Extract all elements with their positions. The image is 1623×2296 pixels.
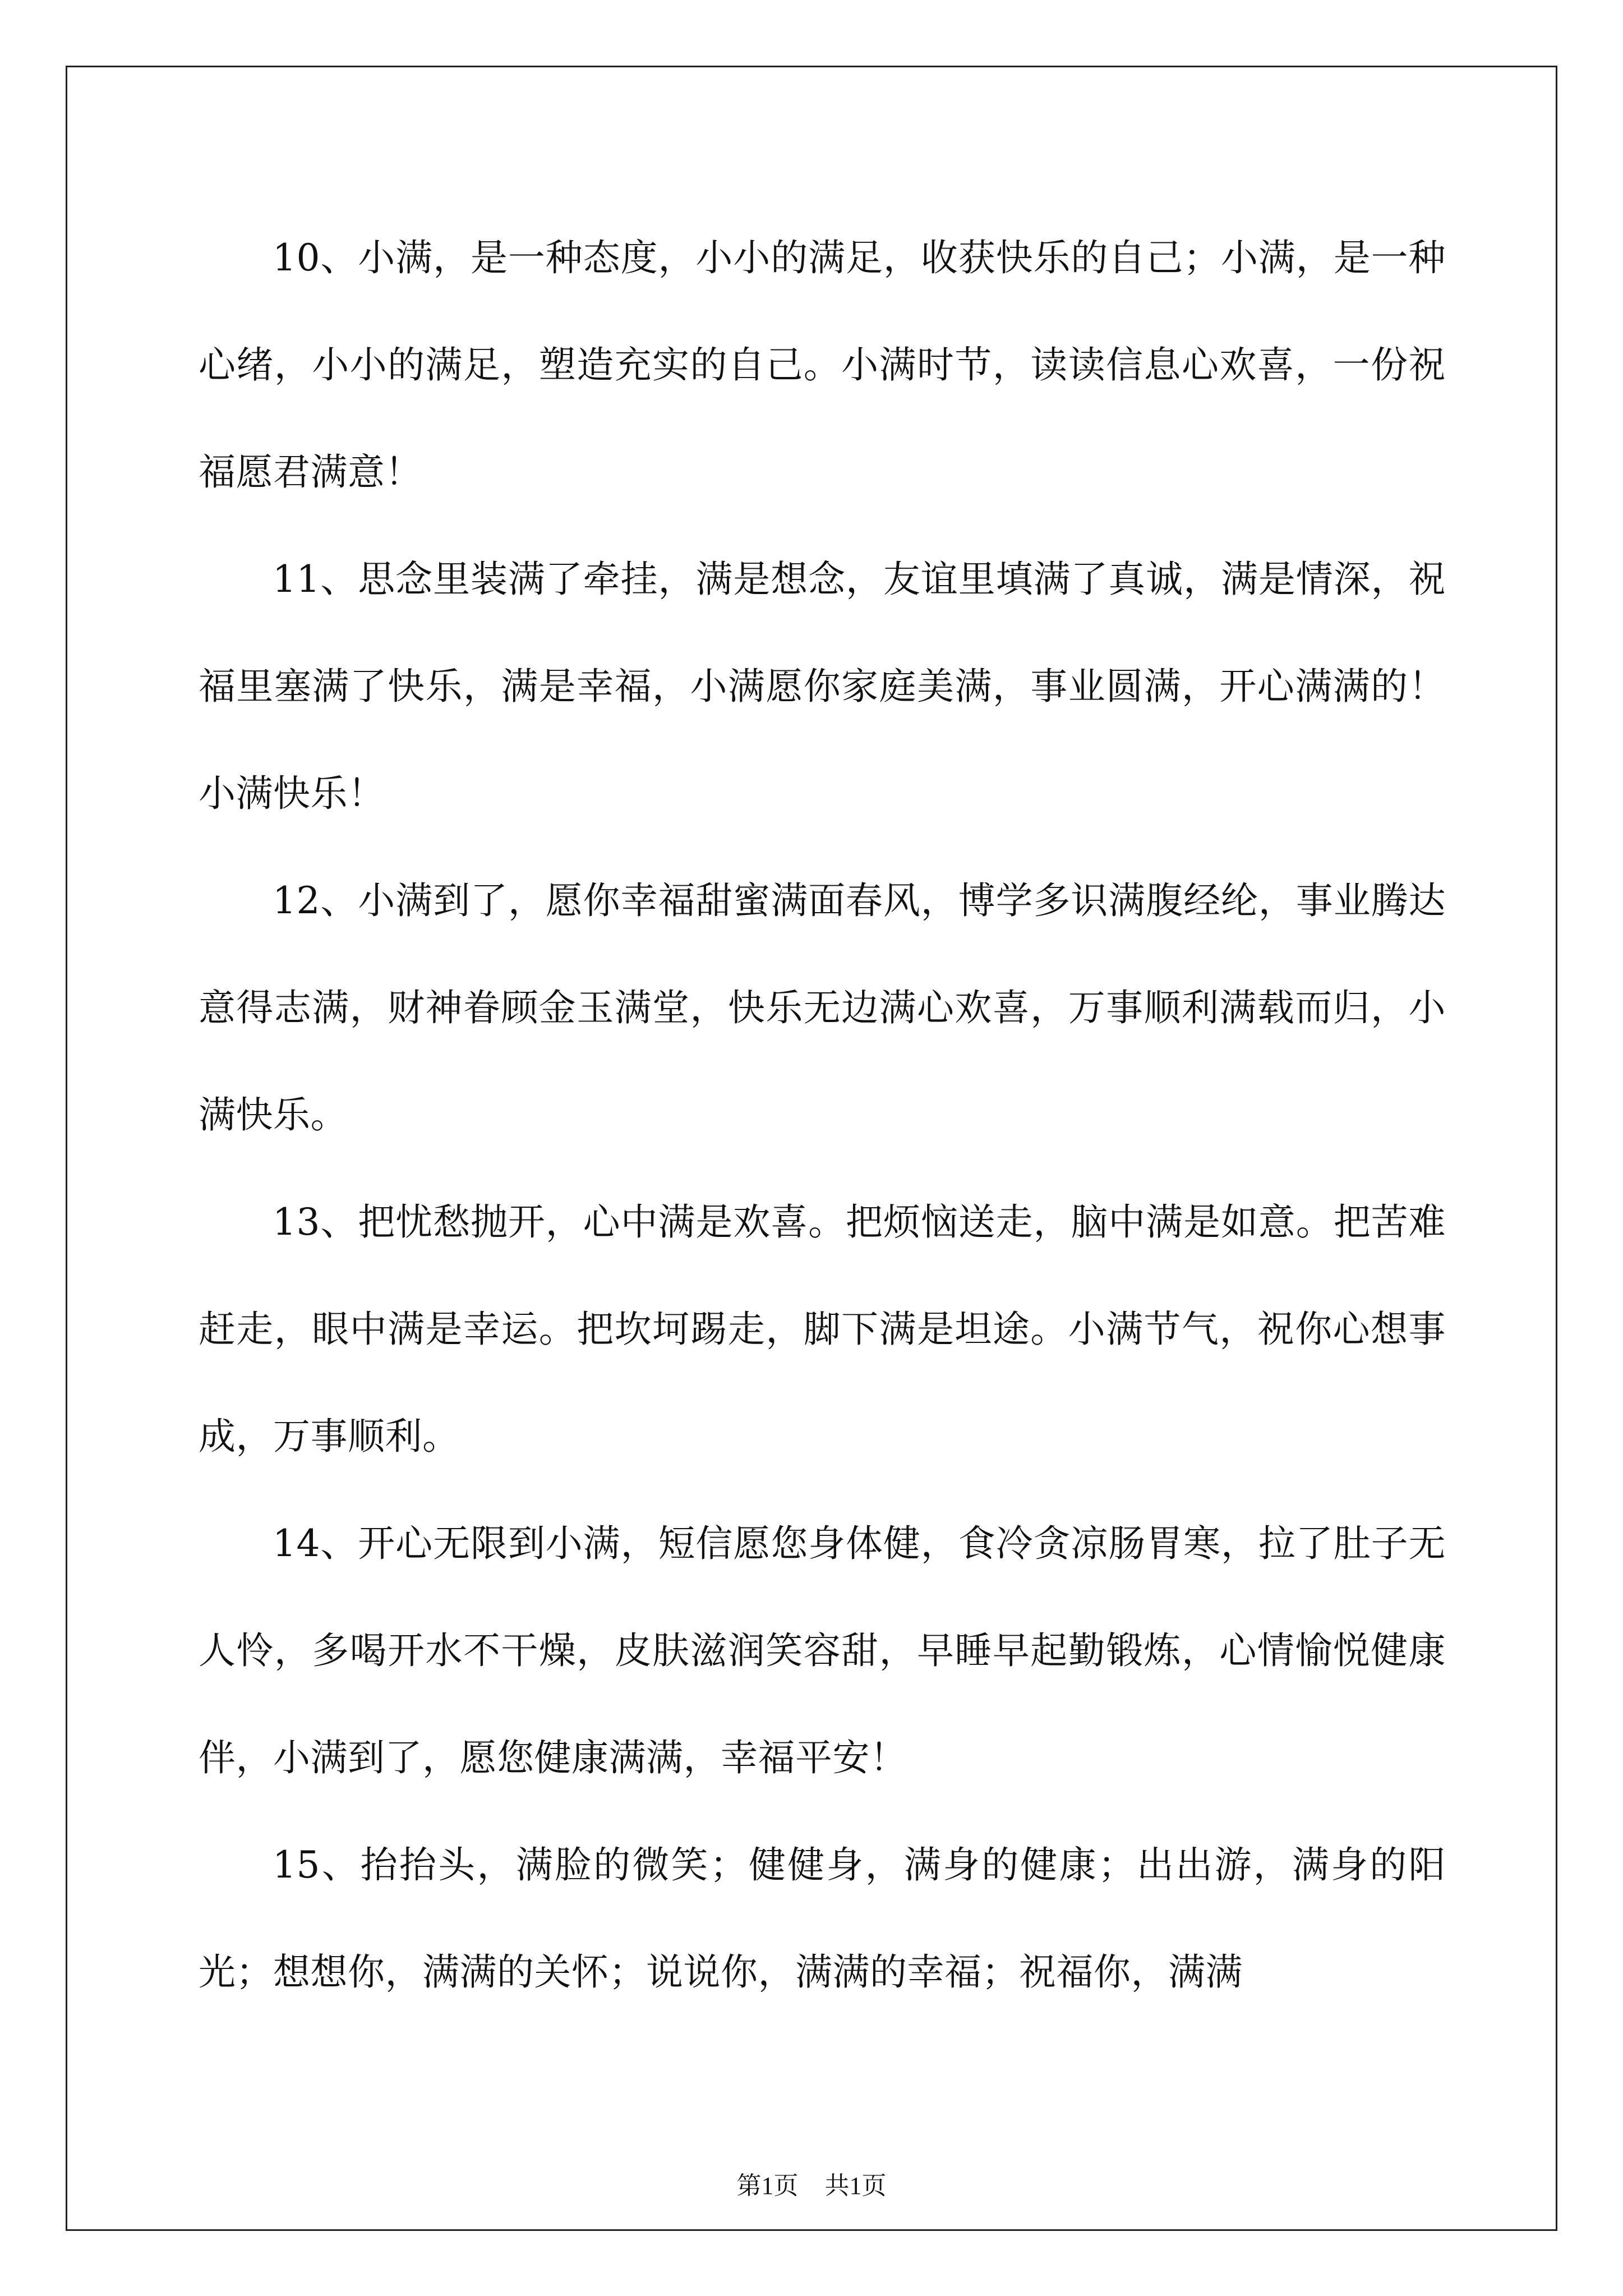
- page-number-total: 共1页: [824, 2172, 887, 2200]
- page-footer: [0, 2165, 1623, 2201]
- document-body: [199, 204, 1446, 2026]
- paragraph-14: 14、开心无限到小满，短信愿您身体健，食冷贪凉肠胃寒，拉了肚子无人怜，多喝开水不干燥，皮肤滋润笑容甜，早睡早起勤锻炼，心情愉悦健康伴，小满到了，愿您健康满满，幸福平安！: [199, 1522, 1446, 1779]
- paragraph-10: 10、小满，是一种态度，小小的满足，收获快乐的自己；小满，是一种心绪，小小的满足，塑造充实的自己。小满时节，读读信息心欢喜，一份祝福愿君满意！: [199, 236, 1446, 494]
- paragraph-13: 13、把忧愁抛开，心中满是欢喜。把烦恼送走，脑中满是如意。把苦难赶走，眼中满是幸运。把坎坷踢走，脚下满是坦途。小满节气，祝你心想事成，万事顺利。: [199, 1200, 1446, 1458]
- paragraph-15: 15、抬抬头，满脸的微笑；健健身，满身的健康；出出游，满身的阳光；想想你，满满的关怀；说说你，满满的幸福；祝福你，满满: [199, 1843, 1446, 1994]
- paragraph-11: 11、思念里装满了牵挂，满是想念，友谊里填满了真诚，满是情深，祝福里塞满了快乐，满是幸福，小满愿你家庭美满，事业圆满，开心满满的！小满快乐！: [199, 558, 1446, 815]
- paragraph-12: 12、小满到了，愿你幸福甜蜜满面春风，博学多识满腹经纶，事业腾达意得志满，财神眷顾金玉满堂，快乐无边满心欢喜，万事顺利满载而归，小满快乐。: [199, 879, 1446, 1137]
- page-number-current: 第1页: [736, 2172, 799, 2200]
